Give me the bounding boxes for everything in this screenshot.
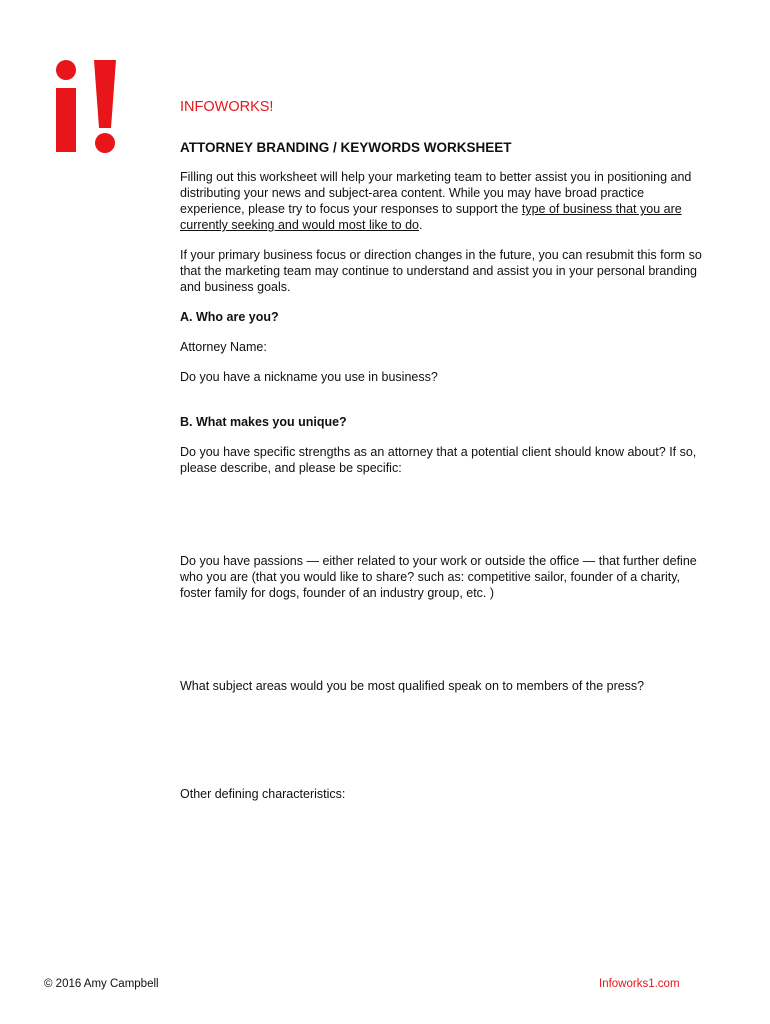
intro-paragraph-2: If your primary business focus or direction changes in the future, you can resubmit this form so that the marketing team may continue to understand and assist you in your personal branding and business goals.: [180, 248, 702, 294]
brand-name: INFOWORKS!: [180, 99, 274, 115]
strengths-question: Do you have specific strengths as an attorney that a potential client should know about? If so, please describe, and please be specific:: [180, 445, 697, 475]
intro-paragraph: [180, 169, 710, 233]
page-title: ATTORNEY BRANDING / KEYWORDS WORKSHEET: [180, 140, 512, 155]
intro-underlined-text: type of business that you are currently seeking and would most like to do: [180, 202, 682, 232]
worksheet-content: [180, 98, 710, 802]
website-link[interactable]: Infoworks1.com: [599, 978, 680, 990]
nickname-question: Do you have a nickname you use in business?: [180, 370, 438, 384]
infoworks-logo: [44, 58, 124, 158]
section-b-heading: B. What makes you unique?: [180, 415, 347, 429]
passions-question: Do you have passions — either related to your work or outside the office — that further define who you are (that you would like to share? such as: competitive sailor, founder of a charity, foster family for dogs, founder of an industry group, etc. ): [180, 554, 697, 600]
copyright-text: © 2016 Amy Campbell: [44, 978, 159, 990]
attorney-name-label: Attorney Name:: [180, 340, 267, 354]
intro-text: Filling out this worksheet will help your marketing team to better assist you in positioning and distributing your news and subject-area content. While you may have broad practice experience, please try to focus your responses to support the: [180, 170, 692, 216]
other-characteristics-label: Other defining characteristics:: [180, 787, 346, 801]
intro-end: .: [419, 218, 423, 232]
logo-mark-icon: [44, 58, 124, 158]
section-a-heading: A. Who are you?: [180, 310, 279, 324]
subject-areas-question: What subject areas would you be most qualified speak on to members of the press?: [180, 679, 645, 693]
